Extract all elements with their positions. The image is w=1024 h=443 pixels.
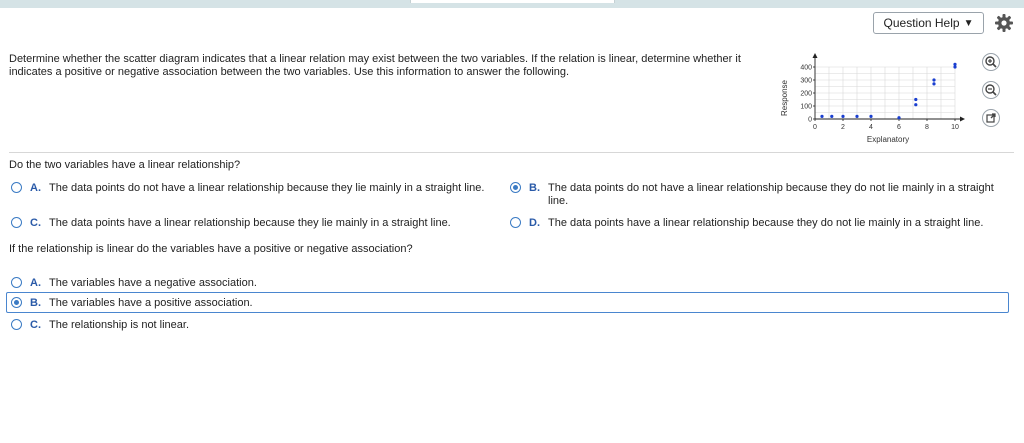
q2-option-c[interactable]	[11, 319, 611, 332]
y-tick-label: 300	[800, 77, 812, 85]
q1-option-c-text: The data points have a linear relationship because they lie mainly in a straight line.	[49, 217, 451, 229]
chart-axes	[813, 53, 966, 122]
question-help-label: Question Help	[883, 16, 960, 30]
q1-option-c[interactable]	[11, 217, 501, 230]
data-point	[820, 115, 823, 118]
q2-option-b-radio[interactable]	[11, 297, 22, 308]
q2-option-c-radio[interactable]	[11, 319, 22, 330]
y-tick-labels	[800, 65, 815, 124]
y-tick-label: 100	[800, 103, 812, 111]
y-axis-label: Response	[780, 79, 789, 117]
question1-text: Do the two variables have a linear relationship?	[9, 159, 241, 171]
data-point	[914, 98, 917, 101]
x-tick-label: 2	[841, 124, 845, 131]
q2-option-a[interactable]	[11, 277, 611, 290]
q1-option-a-radio[interactable]	[11, 182, 22, 193]
dropdown-triangle-icon: ▼	[963, 17, 974, 29]
q1-option-b-radio[interactable]	[510, 182, 521, 193]
q2-option-b-text: The variables have a positive association.	[49, 297, 253, 309]
y-tick-label: 400	[800, 64, 812, 72]
popout-icon[interactable]	[982, 109, 1000, 127]
y-tick-label: 200	[800, 90, 812, 98]
y-tick-label: 0	[808, 116, 812, 124]
chart-grid	[815, 67, 955, 119]
q1-option-d-radio[interactable]	[510, 217, 521, 228]
q2-option-a-letter: A.	[30, 277, 41, 289]
q2-option-a-radio[interactable]	[11, 277, 22, 288]
x-tick-labels	[813, 119, 959, 131]
data-point	[953, 65, 956, 68]
gear-icon[interactable]	[994, 13, 1014, 33]
y-axis-arrow	[813, 53, 818, 58]
zoom-out-icon[interactable]	[982, 81, 1000, 99]
x-tick-label: 8	[925, 124, 929, 131]
data-point	[869, 115, 872, 118]
question2-text: If the relationship is linear do the variables have a positive or negative association?	[9, 243, 413, 255]
x-axis-arrow	[960, 117, 965, 122]
data-point	[855, 115, 858, 118]
top-tab[interactable]	[410, 0, 615, 3]
q2-option-c-text: The relationship is not linear.	[49, 319, 190, 331]
q1-option-a-letter: A.	[30, 182, 41, 194]
q2-option-b-letter: B.	[30, 297, 41, 309]
q2-option-a-text: The variables have a negative association.	[49, 277, 257, 289]
q1-option-b-letter: B.	[529, 182, 540, 194]
data-point	[830, 115, 833, 118]
x-tick-label: 10	[951, 124, 959, 131]
q2-option-c-letter: C.	[30, 319, 41, 331]
x-tick-label: 4	[869, 124, 873, 131]
data-point	[932, 78, 935, 81]
q1-option-c-radio[interactable]	[11, 217, 22, 228]
data-point	[932, 82, 935, 85]
q1-option-b[interactable]	[510, 182, 1010, 208]
data-points	[820, 63, 956, 119]
x-axis-label: Explanatory	[866, 135, 910, 144]
q1-option-d[interactable]	[510, 217, 1010, 230]
top-bar	[0, 0, 1024, 8]
q1-option-d-letter: D.	[529, 217, 540, 229]
section-divider	[9, 152, 1014, 153]
q1-option-a-text: The data points do not have a linear relationship because they lie mainly in a straight line.	[49, 182, 485, 194]
question-help-button[interactable]	[873, 12, 984, 34]
q1-option-c-letter: C.	[30, 217, 41, 229]
data-point	[914, 103, 917, 106]
question-prompt: Determine whether the scatter diagram indicates that a linear relation may exist between the two variables. If the relation is linear, determine whether it indicates a positive or negative association between the two variables. Use this information to answer the following.	[9, 53, 741, 78]
q2-option-b[interactable]	[11, 297, 611, 310]
q1-option-a[interactable]	[11, 182, 501, 195]
data-point	[897, 116, 900, 119]
data-point	[841, 115, 844, 118]
x-tick-label: 0	[813, 124, 817, 131]
scatter-diagram	[778, 50, 978, 146]
q1-option-d-text: The data points have a linear relationship because they do not lie mainly in a straight line.	[548, 217, 984, 229]
x-tick-label: 6	[897, 124, 901, 131]
q1-option-b-text: The data points do not have a linear relationship because they do not lie mainly in a straight line.	[548, 182, 994, 207]
zoom-in-icon[interactable]	[982, 53, 1000, 71]
